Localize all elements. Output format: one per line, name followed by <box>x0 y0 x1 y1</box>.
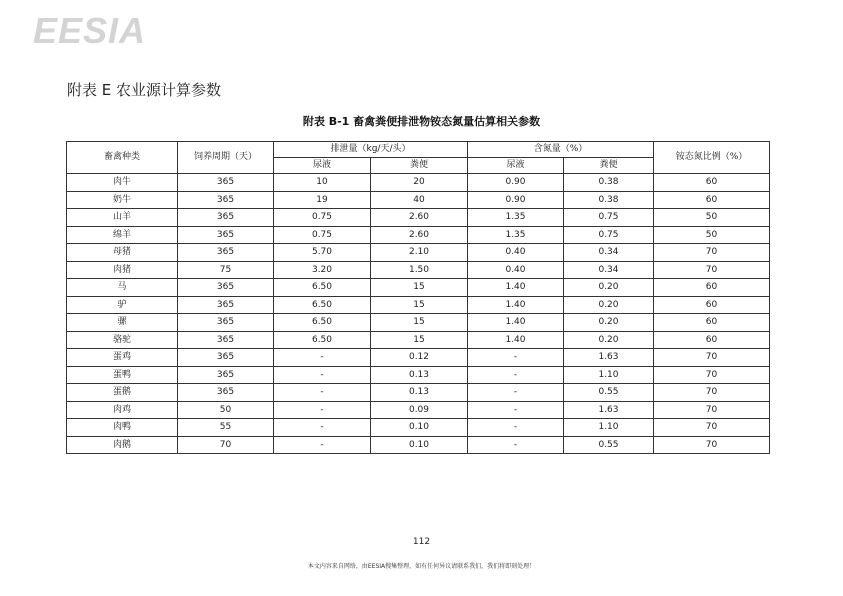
table-cell: 70 <box>654 349 770 367</box>
table-cell: - <box>468 366 564 384</box>
table-cell: 1.40 <box>468 279 564 297</box>
table-cell: 60 <box>654 191 770 209</box>
table-cell: 60 <box>654 174 770 192</box>
table-cell: 70 <box>654 366 770 384</box>
table-row <box>67 366 770 384</box>
table-cell: 70 <box>654 401 770 419</box>
table-row <box>67 209 770 227</box>
table-cell: - <box>468 384 564 402</box>
table-cell: 1.10 <box>564 366 654 384</box>
table-cell: 20 <box>371 174 468 192</box>
table-row <box>67 419 770 437</box>
table-row <box>67 401 770 419</box>
table-cell: - <box>274 419 371 437</box>
table-cell: 50 <box>654 226 770 244</box>
table-cell: 肉鸡 <box>67 401 178 419</box>
table-body <box>67 174 770 454</box>
table-cell: 肉鸭 <box>67 419 178 437</box>
table-cell: 0.75 <box>274 209 371 227</box>
table-cell: 0.13 <box>371 384 468 402</box>
table-cell: 蛋鸭 <box>67 366 178 384</box>
table-cell: 70 <box>654 261 770 279</box>
table-cell: 肉猪 <box>67 261 178 279</box>
table-cell: 70 <box>654 384 770 402</box>
table-cell: - <box>468 436 564 454</box>
table-cell: 0.40 <box>468 261 564 279</box>
table-row <box>67 314 770 332</box>
table-cell: - <box>468 401 564 419</box>
table-cell: 40 <box>371 191 468 209</box>
table-cell: 365 <box>178 366 274 384</box>
table-cell: 驴 <box>67 296 178 314</box>
table-cell: 15 <box>371 331 468 349</box>
header-nitrogen-urine: 尿液 <box>468 158 564 174</box>
table-cell: - <box>468 349 564 367</box>
table-cell: 50 <box>654 209 770 227</box>
table-row <box>67 261 770 279</box>
table-cell: 0.75 <box>564 209 654 227</box>
table-cell: - <box>468 419 564 437</box>
table-cell: 2.10 <box>371 244 468 262</box>
table-row <box>67 331 770 349</box>
table-cell: 60 <box>654 279 770 297</box>
table-cell: 365 <box>178 349 274 367</box>
table-cell: 365 <box>178 174 274 192</box>
table-row <box>67 174 770 192</box>
table-cell: - <box>274 366 371 384</box>
table-row <box>67 226 770 244</box>
table-title: 附表 B-1 畜禽粪便排泄物铵态氮量估算相关参数 <box>302 115 541 128</box>
table-cell: 50 <box>178 401 274 419</box>
header-excretion-feces: 粪便 <box>371 158 468 174</box>
table-cell: 1.63 <box>564 349 654 367</box>
table-cell: 绵羊 <box>67 226 178 244</box>
table-cell: 365 <box>178 191 274 209</box>
table-cell: 365 <box>178 244 274 262</box>
table-cell: 0.09 <box>371 401 468 419</box>
table-cell: 19 <box>274 191 371 209</box>
table-cell: 70 <box>654 436 770 454</box>
header-excretion-urine: 尿液 <box>274 158 371 174</box>
table-cell: 骆驼 <box>67 331 178 349</box>
table-cell: 55 <box>178 419 274 437</box>
table-cell: 6.50 <box>274 296 371 314</box>
table-cell: 1.63 <box>564 401 654 419</box>
table-cell: 0.40 <box>468 244 564 262</box>
table-cell: 0.38 <box>564 174 654 192</box>
table-cell: 365 <box>178 314 274 332</box>
table-cell: 6.50 <box>274 331 371 349</box>
table-cell: 0.34 <box>564 261 654 279</box>
table-cell: 15 <box>371 314 468 332</box>
table-cell: - <box>274 349 371 367</box>
table-cell: 母猪 <box>67 244 178 262</box>
eesia-logo: EESIA <box>33 10 147 51</box>
table-cell: 1.35 <box>468 226 564 244</box>
table-cell: 10 <box>274 174 371 192</box>
table-cell: 5.70 <box>274 244 371 262</box>
table-row <box>67 349 770 367</box>
table-cell: 0.55 <box>564 436 654 454</box>
table-cell: 70 <box>654 244 770 262</box>
header-species: 畜禽种类 <box>67 142 178 174</box>
table-row <box>67 384 770 402</box>
header-nitrogen-feces: 粪便 <box>564 158 654 174</box>
table-cell: 6.50 <box>274 314 371 332</box>
header-excretion: 排泄量（kg/天/头） <box>274 142 468 158</box>
table-cell: 60 <box>654 296 770 314</box>
table-cell: 肉鹅 <box>67 436 178 454</box>
table-cell: 365 <box>178 331 274 349</box>
table-cell: 奶牛 <box>67 191 178 209</box>
table-cell: 6.50 <box>274 279 371 297</box>
table-cell: 1.10 <box>564 419 654 437</box>
table-cell: - <box>274 436 371 454</box>
table-cell: 15 <box>371 279 468 297</box>
table-cell: 365 <box>178 209 274 227</box>
table-cell: 1.50 <box>371 261 468 279</box>
table-cell: 2.60 <box>371 226 468 244</box>
table-cell: 60 <box>654 314 770 332</box>
table-cell: 0.75 <box>274 226 371 244</box>
table-cell: 0.75 <box>564 226 654 244</box>
appendix-title: 附表 E 农业源计算参数 <box>67 81 222 99</box>
table-row <box>67 191 770 209</box>
table-cell: 1.35 <box>468 209 564 227</box>
table-cell: 0.20 <box>564 314 654 332</box>
header-period: 饲养周期（天） <box>178 142 274 174</box>
table-row <box>67 279 770 297</box>
table-cell: 山羊 <box>67 209 178 227</box>
table-cell: 蛋鹅 <box>67 384 178 402</box>
table-cell: 2.60 <box>371 209 468 227</box>
header-nitrogen: 含氮量（%） <box>468 142 654 158</box>
table-cell: 0.20 <box>564 331 654 349</box>
table-cell: 0.12 <box>371 349 468 367</box>
table-cell: 365 <box>178 384 274 402</box>
table-row <box>67 244 770 262</box>
table-row <box>67 296 770 314</box>
table-cell: 0.13 <box>371 366 468 384</box>
table-cell: 0.90 <box>468 174 564 192</box>
table-cell: 0.38 <box>564 191 654 209</box>
header-ammonium: 铵态氮比例（%） <box>654 142 770 174</box>
table-cell: 0.20 <box>564 279 654 297</box>
table-cell: 0.10 <box>371 419 468 437</box>
table-cell: 0.20 <box>564 296 654 314</box>
page-number: 112 <box>412 537 431 547</box>
table-cell: 0.34 <box>564 244 654 262</box>
table-cell: 1.40 <box>468 331 564 349</box>
table-cell: 365 <box>178 296 274 314</box>
table-cell: 骡 <box>67 314 178 332</box>
parameter-table <box>66 141 770 454</box>
table-cell: 15 <box>371 296 468 314</box>
table-cell: 365 <box>178 226 274 244</box>
table-cell: 70 <box>178 436 274 454</box>
table-cell: 3.20 <box>274 261 371 279</box>
table-cell: - <box>274 384 371 402</box>
table-row <box>67 436 770 454</box>
table-cell: 60 <box>654 331 770 349</box>
table-cell: 1.40 <box>468 296 564 314</box>
table-cell: 70 <box>654 419 770 437</box>
footer-note: 本文内容来自网络，由EESIA搜集整理，如有任何异议请联系我们，我们将即刻处理！ <box>307 563 536 570</box>
table-cell: 马 <box>67 279 178 297</box>
table-cell: 365 <box>178 279 274 297</box>
table-cell: 0.10 <box>371 436 468 454</box>
table-cell: 肉牛 <box>67 174 178 192</box>
table-cell: 0.90 <box>468 191 564 209</box>
table-cell: - <box>274 401 371 419</box>
table-cell: 1.40 <box>468 314 564 332</box>
table-cell: 75 <box>178 261 274 279</box>
table-cell: 蛋鸡 <box>67 349 178 367</box>
table-cell: 0.55 <box>564 384 654 402</box>
